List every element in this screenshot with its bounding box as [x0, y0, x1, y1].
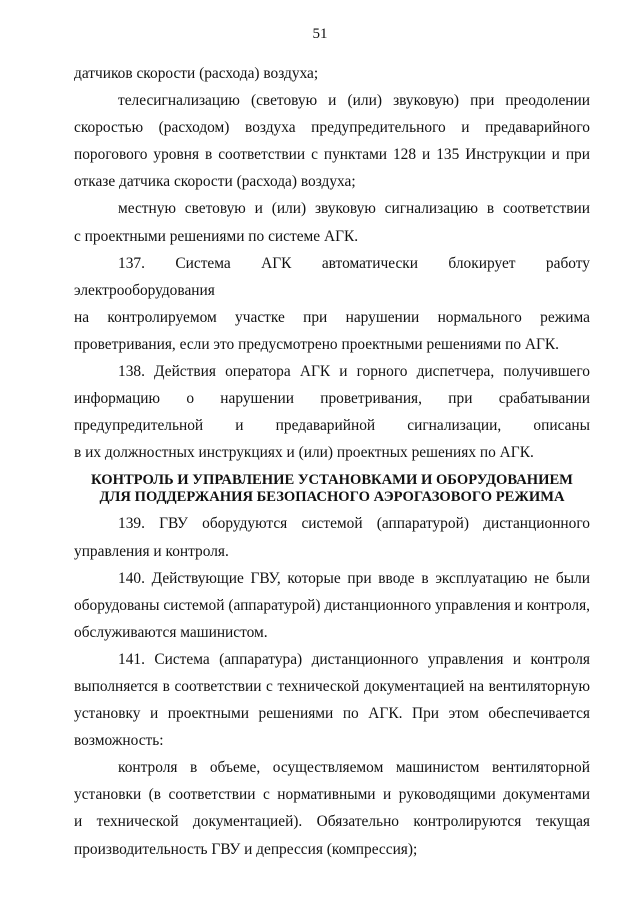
page-body [74, 60, 590, 863]
paragraph-line: в их должностных инструкциях и (или) проектных решениях по АГК. [74, 444, 534, 462]
paragraph-line: местную световую и (или) звуковую сигнализацию в соответствии [118, 200, 590, 218]
paragraph-line: скоростью (расходом) воздуха предупредительного и предаварийного [74, 119, 590, 137]
paragraph-line: 139. ГВУ оборудуются системой (аппаратурой) дистанционного [118, 515, 590, 533]
paragraph-line: обслуживаются машинистом. [74, 623, 268, 641]
paragraph-line: с проектными решениями по системе АГК. [74, 227, 359, 245]
paragraph-line: выполняется в соответствии с технической документацией на вентиляторную [74, 677, 590, 695]
paragraph-line: управления и контроля. [74, 542, 229, 560]
paragraph-line: 141. Система (аппаратура) дистанционного управления и контроля [118, 650, 590, 668]
paragraph-line: информацию о нарушении проветривания, при срабатывании [74, 390, 590, 408]
paragraph-line: датчиков скорости (расхода) воздуха; [74, 65, 319, 82]
paragraph-line: 138. Действия оператора АГК и горного диспетчера, получившего [118, 363, 590, 381]
paragraph-line: контроля в объеме, осуществляемом машинистом вентиляторной [118, 759, 590, 777]
paragraph-line: 140. Действующие ГВУ, которые при вводе в эксплуатацию не были [118, 569, 590, 587]
paragraph-line: возможность: [74, 732, 164, 750]
paragraph-line: на контролируемом участке при нарушении нормального режима [74, 308, 590, 326]
section-heading [74, 472, 590, 506]
paragraph-line: и технической документацией). Обязательно контролируются текущая [74, 813, 590, 831]
section-heading-line-2: ДЛЯ ПОДДЕРЖАНИЯ БЕЗОПАСНОГО АЭРОГАЗОВОГО РЕЖИМА [99, 489, 565, 506]
paragraph-line: 137. Система АГК автоматически блокирует работу электрооборудования [74, 254, 590, 299]
paragraph-line: установки (в соответствии с нормативными и руководящими документами [74, 786, 590, 804]
paragraph-line: проветривания, если это предусмотрено проектными решениями по АГК. [74, 335, 560, 353]
paragraph-line: предупредительной и предаварийной сигнализации, описаны [74, 417, 590, 435]
bottom-paragraphs [74, 510, 590, 862]
top-paragraphs [74, 60, 590, 466]
paragraph-line: оборудованы системой (аппаратурой) дистанционного управления и контроля, [74, 596, 590, 614]
page-number: 51 [312, 26, 328, 42]
paragraph-line: установку и проектными решениями по АГК. При этом обеспечивается [74, 705, 590, 723]
paragraph-line: телесигнализацию (световую и (или) звуковую) при преодолении [118, 92, 590, 110]
paragraph-line: отказе датчика скорости (расхода) воздуха; [74, 173, 356, 191]
paragraph-line: производительность ГВУ и депрессия (компрессия); [74, 840, 418, 858]
section-heading-line-1: КОНТРОЛЬ И УПРАВЛЕНИЕ УСТАНОВКАМИ И ОБОРУДОВАНИЕМ [91, 472, 573, 489]
paragraph-line: порогового уровня в соответствии с пунктами 128 и 135 Инструкции и при [74, 146, 590, 164]
